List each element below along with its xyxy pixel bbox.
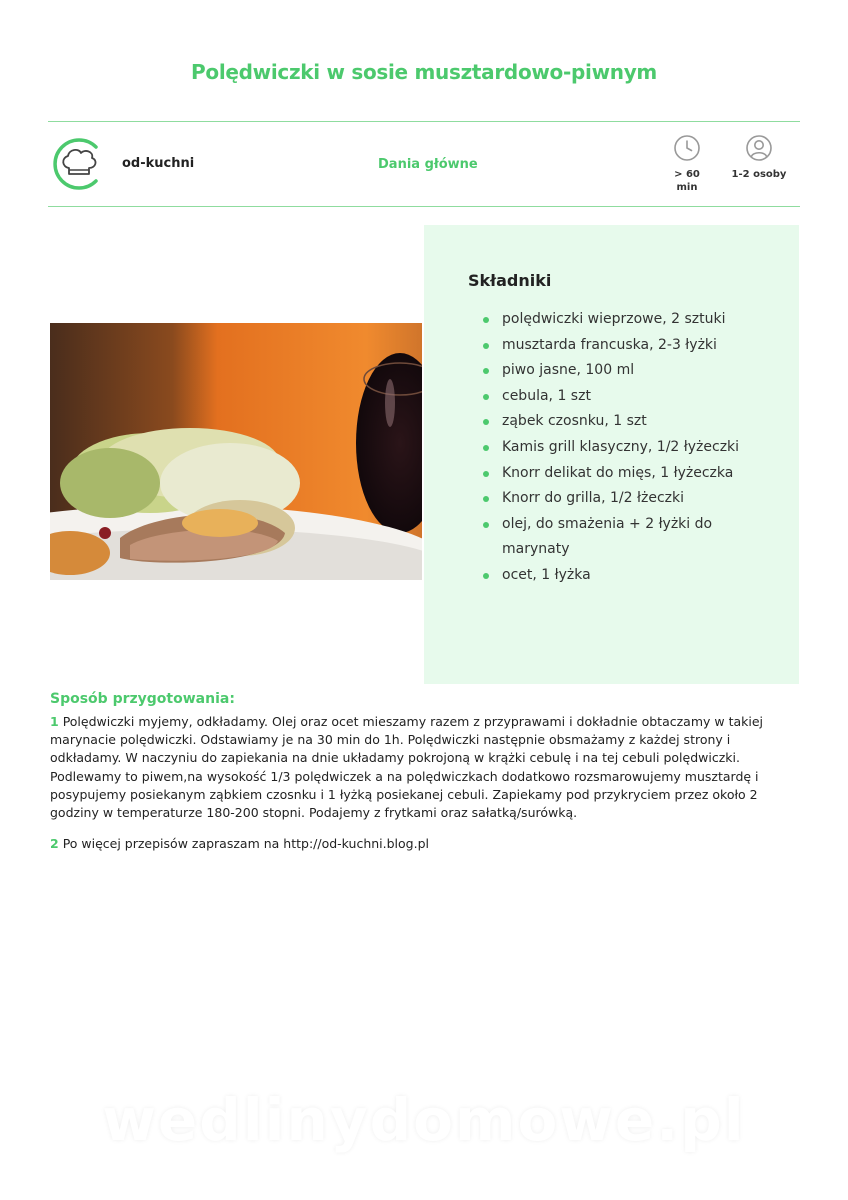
header-divider-top xyxy=(48,121,800,122)
prep-time-value: > 60 min xyxy=(674,169,700,193)
step-number: 1 xyxy=(50,714,59,729)
ingredients-list xyxy=(502,307,764,589)
list-item: ocet, 1 łyżka xyxy=(502,563,764,589)
list-item: piwo jasne, 100 ml xyxy=(502,358,764,384)
servings-value: 1-2 osoby xyxy=(731,169,787,180)
header-divider-bottom xyxy=(48,206,800,207)
ingredients-title: Składniki xyxy=(468,271,552,290)
list-item: Kamis grill klasyczny, 1/2 łyżeczki xyxy=(502,435,764,461)
list-item: Knorr delikat do mięs, 1 łyżeczka xyxy=(502,461,764,487)
ingredients-panel xyxy=(424,225,799,684)
list-item: ząbek czosnku, 1 szt xyxy=(502,409,764,435)
list-item: cebula, 1 szt xyxy=(502,384,764,410)
preparation-title: Sposób przygotowania: xyxy=(50,691,235,707)
servings xyxy=(728,134,790,180)
prep-time xyxy=(664,134,710,194)
list-item: musztarda francuska, 2-3 łyżki xyxy=(502,333,764,359)
recipe-title: Polędwiczki w sosie musztardowo-piwnym xyxy=(191,60,657,84)
recipe-photo xyxy=(50,323,422,580)
author-name: od-kuchni xyxy=(122,156,195,171)
step-text: Po więcej przepisów zapraszam na http://od-kuchni.blog.pl xyxy=(62,836,429,851)
preparation-step xyxy=(50,835,790,853)
user-icon xyxy=(745,134,773,162)
step-text: Polędwiczki myjemy, odkładamy. Olej oraz ocet mieszamy razem z przyprawami i dokładnie obtaczamy w takiej marynacie polędwiczki. Odstawiamy je na 30 min do 1h. Polędwiczki następnie obsmażamy z każdej strony i odkładamy. W naczyniu do zapiekania na dnie układamy pokrojoną w krążki cebulę i na tej cebuli polędwiczki. Podlewamy to piwem,na wysokość 1/3 polędwiczek a na polędwiczkach dodatkowo rozsmarowujemy musztardę i posypujemy posiekanym ząbkiem czosnku i 1 łyżką posiekanej cebuli. Zapiekamy pod przykryciem przez około 2 godziny w temperaturze 180-200 stopni. Podajemy z frytkami oraz sałatką/surówką. xyxy=(50,714,763,821)
list-item: olej, do smażenia + 2 łyżki do marynaty xyxy=(502,512,764,563)
list-item: Knorr do grilla, 1/2 łżeczki xyxy=(502,486,764,512)
chef-hat-icon xyxy=(52,137,106,191)
preparation-step xyxy=(50,713,790,822)
step-number: 2 xyxy=(50,836,59,851)
list-item: polędwiczki wieprzowe, 2 sztuki xyxy=(502,307,764,333)
watermark: wedlinydomowe.pl xyxy=(102,1086,746,1154)
recipe-category: Dania główne xyxy=(378,157,478,172)
clock-icon xyxy=(673,134,701,162)
